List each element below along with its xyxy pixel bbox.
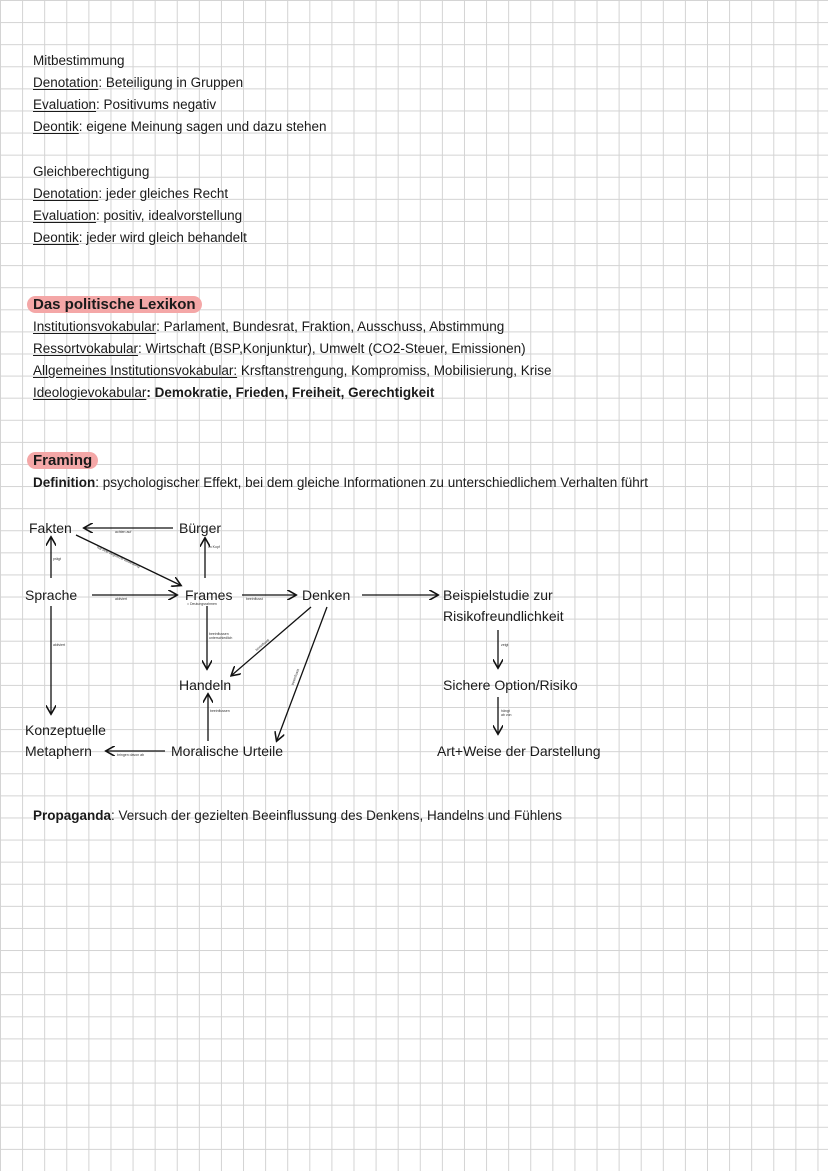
edge-label: beeinflussen: [210, 709, 230, 713]
propaganda-label: Propaganda: [33, 808, 112, 823]
deontik-label: Deontik: [33, 119, 79, 134]
deontik-text: : jeder wird gleich behandelt: [78, 230, 247, 245]
definition-label: Definition: [33, 475, 96, 490]
node-studie-2: Risikofreundlichkeit: [443, 608, 564, 624]
node-option: Sichere Option/Risiko: [443, 677, 578, 693]
edge-label: aktiviert: [115, 597, 128, 601]
section-heading-framing: Framing: [27, 452, 98, 469]
edge-label: beeinflusst: [246, 597, 263, 601]
edge-label: prägt: [53, 557, 61, 561]
node-studie-1: Beispielstudie zur: [443, 587, 553, 603]
lexikon-text: : Parlament, Bundesrat, Fraktion, Ausschuss, Abstimmung: [156, 319, 505, 334]
edge-label: beeinflusst: [290, 668, 301, 686]
denotation-label: Denotation: [33, 75, 99, 90]
arrow-denken-moral: [277, 607, 327, 740]
lexikon-label: Ideologievokabular: [33, 385, 147, 400]
edge-label: achten auf: [115, 530, 132, 534]
node-buerger: Bürger: [179, 520, 222, 536]
node-sprache: Sprache: [25, 587, 78, 603]
deontik-text: : eigene Meinung sagen und dazu stehen: [78, 119, 327, 134]
denotation-text: : jeder gleiches Recht: [98, 186, 229, 201]
term-title: Gleichberechtigung: [33, 164, 150, 179]
lexikon-text: : Demokratie, Frieden, Freiheit, Gerechtigkeit: [146, 385, 435, 400]
edge-label: bringen davon ab: [117, 753, 145, 757]
edge-label: aktiviert: [53, 643, 66, 647]
section-heading-lexikon: Das politische Lexikon: [27, 296, 202, 313]
definition-text: : psychologischer Effekt, bei dem gleiche Informationen zu unterschiedlichem Verhalten führt: [95, 475, 649, 490]
edge-label: beeinflusst: [254, 638, 271, 652]
edge-label: beeinflussen unterschiedlich: [209, 632, 233, 640]
lexikon-label: Allgemeines Institutionsvokabular:: [33, 363, 238, 378]
edge-label: im Kopf: [208, 545, 220, 549]
edge-label: hängt ab von: [501, 709, 512, 717]
edge-label: zeigt: [501, 643, 509, 647]
lexikon-text: Krsftanstrengung, Kompromiss, Mobilisierung, Krise: [237, 363, 552, 378]
node-denken: Denken: [302, 587, 351, 603]
node-moralische-urteile: Moralische Urteile: [171, 743, 284, 759]
node-frames: Frames: [185, 587, 233, 603]
term-title: Mitbestimmung: [33, 53, 125, 68]
evaluation-text: : Positivums negativ: [96, 97, 217, 112]
edge-label: hat eine begrenzte Bedeutung: [96, 545, 141, 569]
denotation-text: : Beteiligung in Gruppen: [98, 75, 244, 90]
arrow-denken-handeln: [232, 607, 311, 675]
propaganda-line: [33, 808, 562, 824]
node-handeln: Handeln: [179, 677, 232, 693]
node-art-weise: Art+Weise der Darstellung: [437, 743, 601, 759]
evaluation-label: Evaluation: [33, 97, 97, 112]
propaganda-text: : Versuch der gezielten Beeinflussung des Denkens, Handelns und Fühlens: [111, 808, 563, 823]
deontik-label: Deontik: [33, 230, 79, 245]
denotation-label: Denotation: [33, 186, 99, 201]
lexikon-text: : Wirtschaft (BSP,Konjunktur), Umwelt (CO2-Steuer, Emissionen): [138, 341, 526, 356]
node-metaphern: Metaphern: [25, 743, 92, 759]
lexikon-label: Ressortvokabular: [33, 341, 139, 356]
edge-label: = Deutungsrahmen: [187, 602, 217, 606]
node-konzeptuelle: Konzeptuelle: [25, 722, 106, 738]
evaluation-text: : positiv, idealvorstellung: [96, 208, 243, 223]
lexikon-label: Institutionsvokabular: [33, 319, 157, 334]
evaluation-label: Evaluation: [33, 208, 97, 223]
node-fakten: Fakten: [29, 520, 72, 536]
